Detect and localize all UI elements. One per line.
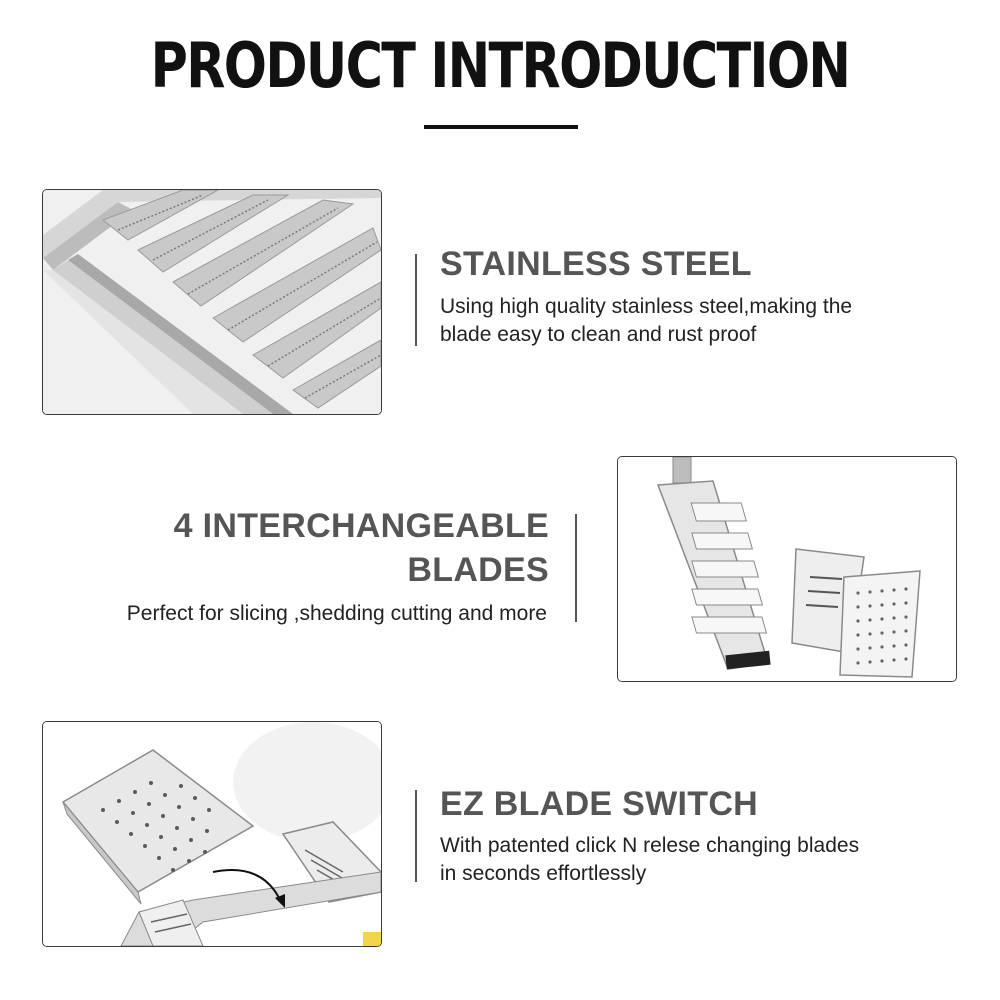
interchangeable-blades-image: [617, 456, 957, 682]
feature-heading-interchangeable-blades-line2: BLADES: [407, 551, 549, 589]
page-title: PRODUCT INTRODUCTION: [150, 29, 850, 102]
feature-description-stainless-steel: [440, 293, 940, 349]
feature-heading-interchangeable-blades: 4 INTERCHANGEABLE: [173, 507, 549, 545]
description-line: With patented click N relese changing blades: [440, 834, 860, 857]
feature-description-interchangeable-blades: Perfect for slicing ,shedding cutting and more: [126, 602, 547, 625]
divider-line: [415, 790, 417, 882]
divider-line: [575, 514, 577, 622]
description-line: in seconds effortlessly: [440, 862, 647, 885]
feature-heading-ez-blade-switch: EZ BLADE SWITCH: [440, 785, 759, 823]
grater-blades-closeup-image: [43, 190, 381, 414]
stainless-steel-image: [42, 189, 382, 415]
description-line: blade easy to clean and rust proof: [440, 323, 757, 346]
grater-with-blades-image: [618, 457, 956, 681]
blade-switch-diagram-image: [43, 722, 381, 946]
blade-switch-image: [42, 721, 382, 947]
feature-heading-stainless-steel: STAINLESS STEEL: [440, 245, 752, 283]
title-underline: [424, 125, 578, 129]
divider-line: [415, 254, 417, 346]
feature-description-ez-blade-switch: [440, 832, 940, 888]
description-line: Using high quality stainless steel,making the: [440, 295, 853, 318]
